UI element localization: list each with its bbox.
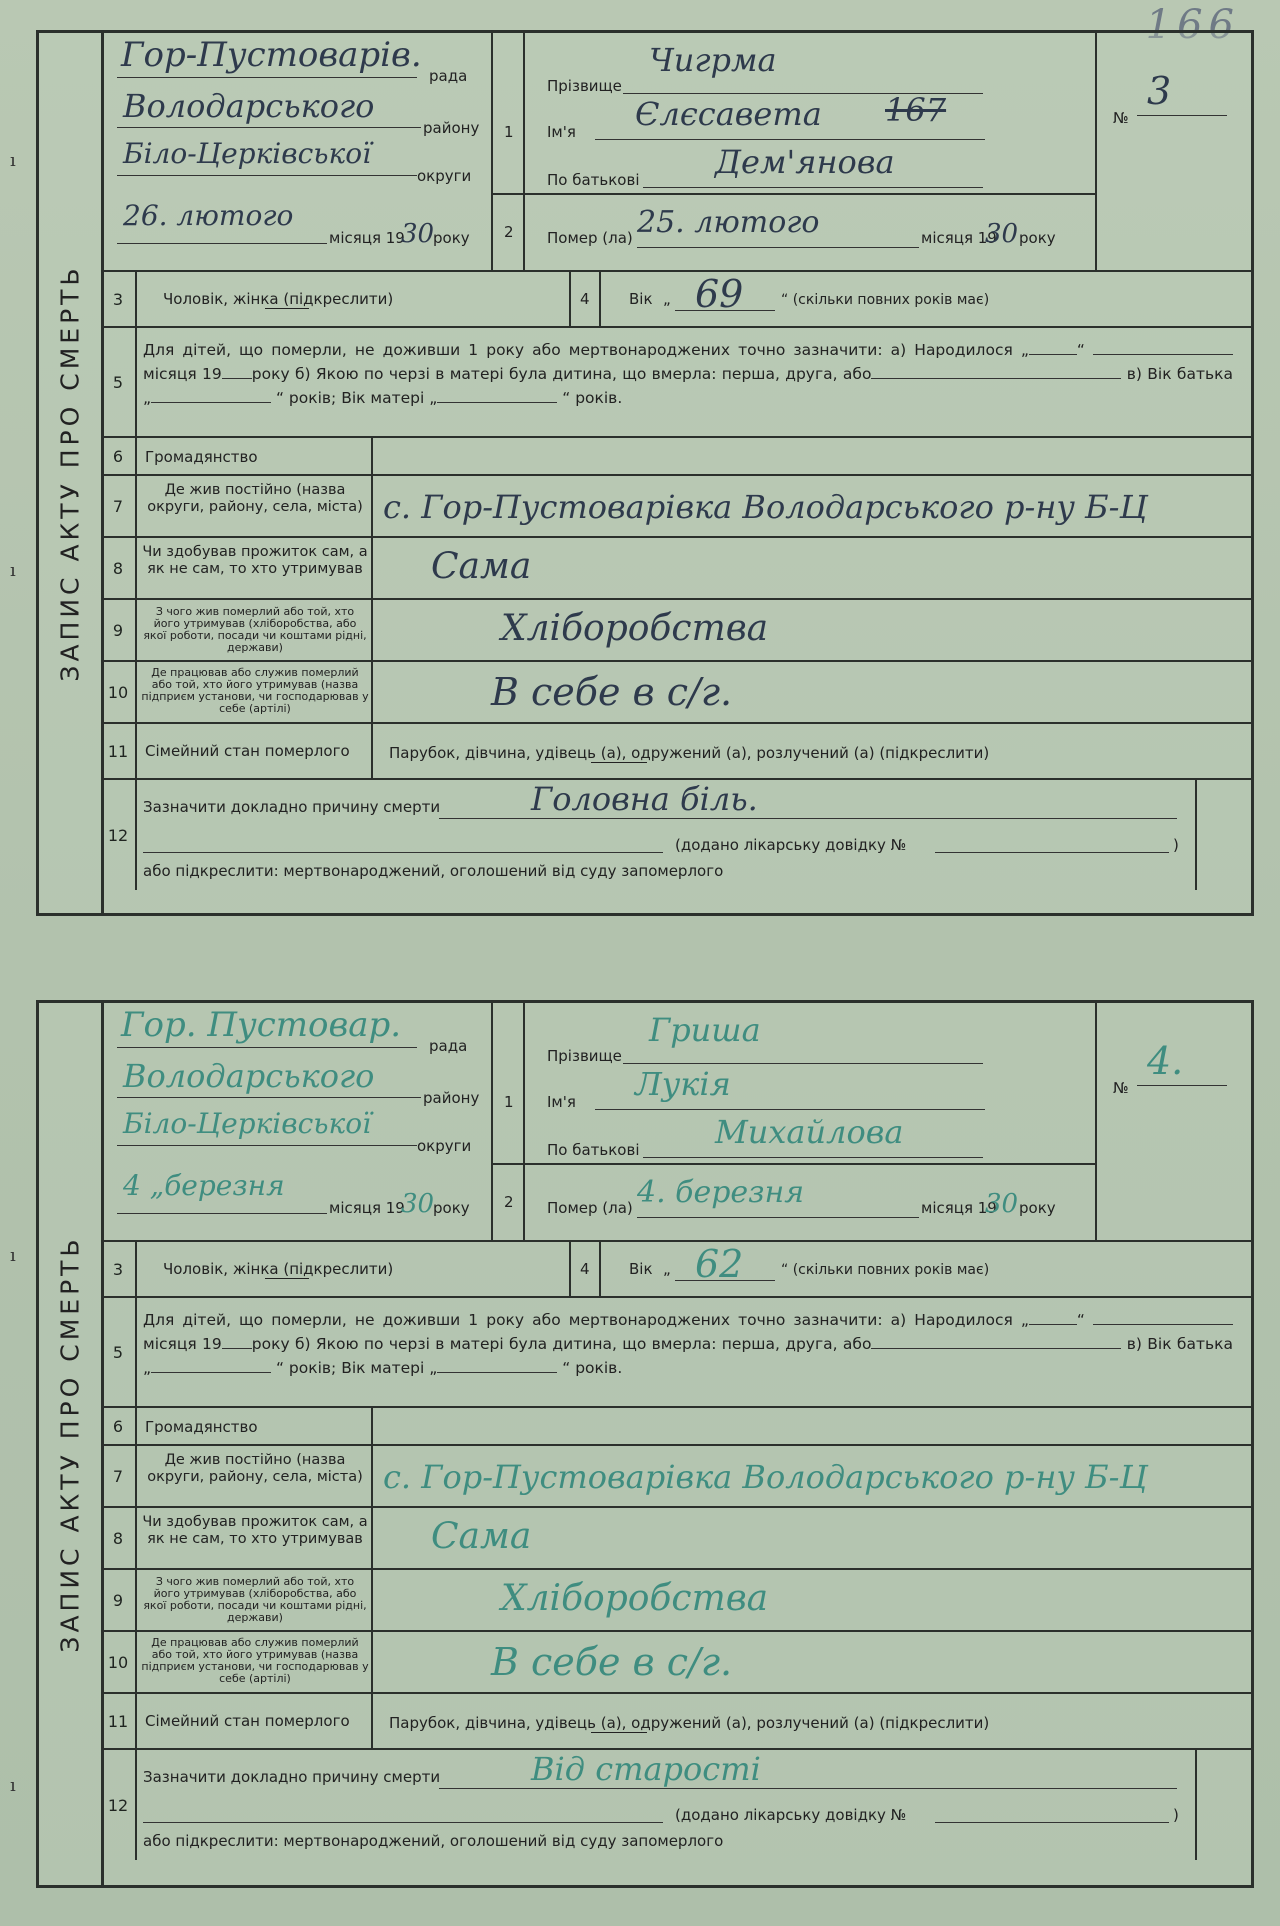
patronymic-label: По батькові [547,1141,640,1159]
district-value: Володарського [123,1057,375,1095]
medical-certificate-close: ) [1173,1806,1179,1824]
marital-label: Сімейний стан померлого [145,1712,350,1730]
cause-label: Зазначити докладно причину смерти [143,1768,441,1786]
council-block [101,1003,493,1240]
row-number-8: 8 [101,538,137,598]
surname-value: Гриша [649,1011,761,1049]
income-label: З чого жив померлий або той, хто його утримував (хліборобства, або якої роботи, посади чи коштами рідні, держави) [143,1575,367,1624]
death-year-value: 30 [985,1189,1019,1219]
medical-certificate-label: (додано лікарську довідку № [675,1806,907,1824]
row-marital [101,724,1251,780]
record-number-block [1097,1003,1251,1240]
sex-cell [101,272,571,326]
surname-value: Чигрма [649,41,777,79]
registration-year-value: 30 [401,219,435,249]
row-number-2: 2 [504,223,514,241]
header-row [101,33,1251,272]
page-number: 166 [1145,2,1240,48]
surname-label: Прізвище [547,1047,622,1065]
children-instructions: Для дітей, що померли, не доживши 1 року або мертвонароджених точно зазначити: а) Народилося „ “ місяця 19 року б) Якою по черзі в матері була дитина, що вмерла: перша, друга, або в) Вік батька „ “ років; Вік матері „ “ років. [143,341,1234,407]
record-number-label: № [1113,109,1129,127]
row-citizenship [101,1408,1251,1446]
death-year-label: року [1019,229,1056,247]
surname-label: Прізвище [547,77,622,95]
row-number-7: 7 [101,1446,137,1506]
sidebar-title: ЗАПИС АКТУ ПРО СМЕРТЬ [55,1235,85,1653]
row-number-3: 3 [101,1242,137,1296]
row-number-4: 4 [580,1260,590,1278]
age-value: 69 [695,272,744,316]
row-sex-age [101,1242,1251,1298]
row-sex-age [101,272,1251,328]
council-value: Гор. Пустовар. [121,1005,402,1045]
record-number-value: 4. [1147,1039,1184,1083]
row-number-2: 2 [504,1193,514,1211]
age-label: Вік [629,290,653,308]
death-year-value: 30 [985,219,1019,249]
registration-date-value: 26. лютого [123,199,294,232]
first-name-value: Лукія [635,1065,731,1103]
crossed-out-number: 167 [885,91,947,129]
row-residence [101,1446,1251,1508]
residence-label: Де жив постійно (назва округи, району, села, міста) [147,482,363,515]
death-month-label: місяця 19 [921,229,997,247]
deceased-name-block [525,33,1097,270]
row-number-1: 1 [504,1093,514,1111]
work-label: Де працював або служив померлий або той, хто його утримував (назва підприєм установи, чи господарював у себе (артілі) [141,1636,369,1685]
marital-options: Парубок, дівчина, удівець (а), одружений (а), розлучений (а) (підкреслити) [389,744,990,762]
row-number-12: 12 [101,1750,137,1860]
row-income [101,1570,1251,1632]
work-value: В себе в с/г. [491,1640,733,1684]
row-number-10: 10 [101,1632,137,1692]
age-note: “ (скільки повних років має) [781,1262,990,1278]
row-number-9: 9 [101,1570,137,1630]
row-number-5: 5 [101,328,137,436]
row-work [101,662,1251,724]
age-note: “ (скільки повних років має) [781,292,990,308]
support-label: Чи здобував прожиток сам, а як не сам, то хто утримував [142,1514,368,1547]
citizenship-label: Громадянство [145,1418,258,1436]
okruha-value: Біло-Церківської [123,137,372,170]
sex-label: Чоловік, жінка (підкреслити) [163,1260,394,1278]
income-value: Хліборобства [501,608,769,649]
marital-label: Сімейний стан померлого [145,742,350,760]
row-number-7: 7 [101,476,137,536]
registration-month-label: місяця 19 [329,229,405,247]
row-residence [101,476,1251,538]
death-record-form-2 [36,1000,1254,1888]
council-block [101,33,493,270]
cause-value: Головна біль. [531,780,758,818]
support-value: Сама [431,546,532,587]
council-label: рада [429,67,468,85]
row-citizenship [101,438,1251,476]
registration-date-value: 4 „березня [123,1169,285,1202]
okruha-label: округи [417,1137,472,1155]
residence-value: с. Гор-Пустоварівка Володарського р-ну Б-Ц [383,488,1148,526]
row-children [101,328,1251,438]
death-date-value: 25. лютого [637,205,820,240]
row-number-4-cell [571,1242,601,1296]
row-number-10: 10 [101,662,137,722]
row-number-9: 9 [101,600,137,660]
row-numbers-1-2 [493,33,525,270]
row-number-12: 12 [101,780,137,890]
row-children [101,1298,1251,1408]
row-number-4-cell [571,272,601,326]
sex-label: Чоловік, жінка (підкреслити) [163,290,394,308]
record-number-label: № [1113,1079,1129,1097]
registration-month-label: місяця 19 [329,1199,405,1217]
okruha-value: Біло-Церківської [123,1107,372,1140]
row-marital [101,1694,1251,1750]
death-month-label: місяця 19 [921,1199,997,1217]
record-number-block [1097,33,1251,270]
death-label: Помер (ла) [547,229,633,247]
first-name-label: Ім'я [547,123,576,141]
residence-label: Де жив постійно (назва округи, району, села, міста) [147,1452,363,1485]
district-label: району [423,119,480,137]
row-number-6: 6 [101,1408,137,1444]
row-numbers-1-2 [493,1003,525,1240]
registration-year-label: року [433,229,470,247]
residence-value: с. Гор-Пустоварівка Володарського р-ну Б-Ц [383,1458,1148,1496]
first-name-value: Єлєсавета [635,95,822,133]
row-number-4: 4 [580,290,590,308]
sex-cell [101,1242,571,1296]
age-open-quote: „ [663,290,671,308]
row-support [101,1508,1251,1570]
form-sidebar [39,33,104,913]
deceased-name-block [525,1003,1097,1240]
cause-label: Зазначити докладно причину смерти [143,798,441,816]
children-instructions: Для дітей, що померли, не доживши 1 року або мертвонароджених точно зазначити: а) Народилося „ “ місяця 19 року б) Якою по черзі в матері була дитина, що вмерла: перша, друга, або в) Вік батька „ “ років; Вік матері „ “ років. [143,1311,1234,1377]
row-number-11: 11 [101,1694,137,1748]
district-label: району [423,1089,480,1107]
form-sidebar [39,1003,104,1885]
row-cause [101,780,1251,890]
marital-options: Парубок, дівчина, удівець (а), одружений (а), розлучений (а) (підкреслити) [389,1714,990,1732]
row-number-1: 1 [504,123,514,141]
header-row [101,1003,1251,1242]
income-label: З чого жив померлий або той, хто його утримував (хліборобства, або якої роботи, посади чи коштами рідні, держави) [143,605,367,654]
support-label: Чи здобував прожиток сам, а як не сам, то хто утримував [142,544,368,577]
support-value: Сама [431,1516,532,1557]
citizenship-label: Громадянство [145,448,258,466]
record-number-value: 3 [1147,69,1172,113]
first-name-label: Ім'я [547,1093,576,1111]
age-value: 62 [695,1242,744,1286]
district-value: Володарського [123,87,375,125]
age-label: Вік [629,1260,653,1278]
patronymic-value: Михайлова [715,1113,904,1151]
patronymic-value: Дем'янова [715,143,895,181]
death-label: Помер (ла) [547,1199,633,1217]
row-income [101,600,1251,662]
row-number-5: 5 [101,1298,137,1406]
medical-certificate-label: (додано лікарську довідку № [675,836,907,854]
patronymic-label: По батькові [547,171,640,189]
document-page: 166 ı ı ı ı [0,0,1280,1926]
council-label: рада [429,1037,468,1055]
row-number-6: 6 [101,438,137,474]
registration-year-value: 30 [401,1189,435,1219]
row-number-8: 8 [101,1508,137,1568]
death-date-value: 4. березня [637,1175,805,1210]
work-value: В себе в с/г. [491,670,733,714]
cause-value: Від старості [531,1750,761,1788]
stillborn-note: або підкреслити: мертвонароджений, оголошений від суду запомерлого [143,1832,724,1850]
age-open-quote: „ [663,1260,671,1278]
sidebar-title: ЗАПИС АКТУ ПРО СМЕРТЬ [55,264,85,682]
row-work [101,1632,1251,1694]
row-number-3: 3 [101,272,137,326]
okruha-label: округи [417,167,472,185]
council-value: Гор-Пустоварів. [121,35,422,75]
work-label: Де працював або служив померлий або той, хто його утримував (назва підприєм установи, чи господарював у себе (артілі) [141,666,369,715]
stillborn-note: або підкреслити: мертвонароджений, оголошений від суду запомерлого [143,862,724,880]
medical-certificate-close: ) [1173,836,1179,854]
registration-year-label: року [433,1199,470,1217]
death-record-form-1 [36,30,1254,916]
row-number-11: 11 [101,724,137,778]
row-cause [101,1750,1251,1860]
row-support [101,538,1251,600]
income-value: Хліборобства [501,1578,769,1619]
death-year-label: року [1019,1199,1056,1217]
